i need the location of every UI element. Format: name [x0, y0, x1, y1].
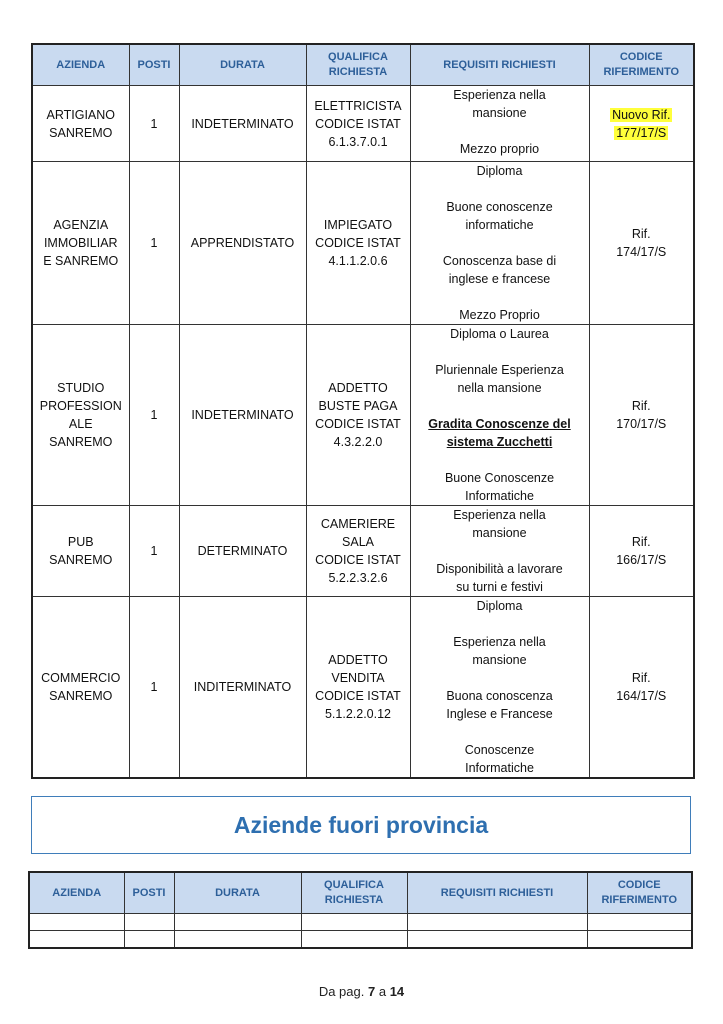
cell-posti: 1 [129, 506, 179, 597]
cell-posti: 1 [129, 325, 179, 506]
cell-codice [589, 597, 694, 779]
cell-requisiti [410, 506, 589, 597]
cell-durata: INDETERMINATO [179, 325, 306, 506]
table-row [32, 162, 694, 325]
header-codice-l1: CODICE [619, 51, 663, 63]
requisito-line: Buone conoscenze [446, 200, 553, 214]
header-azienda: AZIENDA [32, 44, 129, 86]
requisito-line: mansione [472, 653, 527, 667]
cell-azienda-line: SANREMO [49, 689, 113, 703]
table-row [32, 86, 694, 162]
cell-codice-line: 166/17/S [616, 553, 667, 567]
header-posti: POSTI [129, 44, 179, 86]
header-durata: DURATA [174, 872, 301, 914]
header-codice-l1: CODICE [617, 879, 661, 891]
table-row [32, 597, 694, 779]
cell-durata: APPRENDISTATO [179, 162, 306, 325]
requisito-line: Esperienza nella [453, 635, 546, 649]
cell-durata: INDETERMINATO [179, 86, 306, 162]
table-row [32, 506, 694, 597]
cell-qualifica-line: BUSTE PAGA [318, 399, 398, 413]
cell-posti: 1 [129, 86, 179, 162]
cell-codice [589, 162, 694, 325]
header-codice-l2: RIFERIMENTO [603, 66, 680, 78]
cell-azienda-line: ARTIGIANO [46, 107, 116, 122]
cell-durata: DETERMINATO [179, 506, 306, 597]
cell-posti: 1 [129, 162, 179, 325]
requisito-line: Conoscenze [464, 743, 535, 757]
requisito-line: inglese e francese [448, 272, 551, 286]
cell-azienda-line: STUDIO [57, 381, 105, 395]
cell-azienda-line: AGENZIA [53, 218, 109, 232]
cell-azienda [32, 325, 129, 506]
requisito-line: sistema Zucchetti [446, 435, 553, 449]
cell-qualifica-line: ADDETTO [328, 381, 388, 395]
cell-azienda-line: SANREMO [49, 553, 113, 567]
cell-codice-line: 164/17/S [616, 689, 667, 703]
header-requisiti: REQUISITI RICHIESTI [407, 872, 587, 914]
cell-qualifica [306, 86, 410, 162]
header-qualifica-l2: RICHIESTA [328, 66, 388, 78]
header-qualifica-l2: RICHIESTA [324, 894, 384, 906]
cell-qualifica-line: 4.3.2.2.0 [333, 435, 383, 449]
requisito-line: Esperienza nella [453, 88, 546, 102]
requisito-line: Buona conoscenza [446, 689, 553, 703]
requisito-line: Diploma [476, 599, 523, 613]
requisito-line: Diploma [476, 164, 523, 178]
cell-qualifica-line: 6.1.3.7.0.1 [328, 134, 388, 149]
requisito-line: Pluriennale Esperienza [435, 363, 564, 377]
header-requisiti: REQUISITI RICHIESTI [410, 44, 589, 86]
page-footer [0, 984, 723, 999]
cell-qualifica-line: CODICE ISTAT [315, 417, 401, 431]
cell-codice-line: 177/17/S [616, 125, 667, 140]
cell-qualifica-line: 4.1.1.2.0.6 [328, 254, 388, 268]
cell-azienda-line: IMMOBILIAR [43, 236, 118, 250]
cell-qualifica-line: 5.2.2.3.2.6 [328, 571, 388, 585]
cell-azienda-line: E SANREMO [43, 254, 119, 268]
cell-qualifica-line: SALA [342, 535, 374, 549]
requisito-line: Inglese e Francese [446, 707, 553, 721]
cell-requisiti [410, 597, 589, 779]
cell-posti: 1 [129, 597, 179, 779]
cell-codice-line: Rif. [631, 671, 651, 685]
cell-codice [589, 506, 694, 597]
footer-prefix: Da pag. [318, 984, 368, 999]
header-codice [587, 872, 692, 914]
header-posti: POSTI [124, 872, 174, 914]
requisito-line: Informatiche [465, 761, 534, 775]
cell-azienda [32, 86, 129, 162]
cell-qualifica [306, 162, 410, 325]
cell-durata: INDITERMINATO [179, 597, 306, 779]
cell-azienda-line: SANREMO [49, 125, 113, 140]
cell-qualifica-line: IMPIEGATO [323, 218, 393, 232]
empty-row [29, 931, 692, 949]
header-durata: DURATA [179, 44, 306, 86]
cell-azienda-line: COMMERCIO [41, 671, 121, 685]
cell-azienda-line: PUB [67, 535, 94, 549]
requisito-line: Diploma o Laurea [450, 327, 549, 341]
job-offers-table [31, 43, 695, 779]
cell-codice-line: Nuovo Rif. [612, 107, 671, 122]
cell-qualifica-line: CAMERIERE [320, 517, 396, 531]
cell-azienda-line: PROFESSION [39, 399, 122, 413]
empty-row [29, 914, 692, 931]
footer-sep: a [375, 984, 390, 999]
requisito-line: mansione [472, 106, 527, 120]
requisito-line: Buone Conoscenze [444, 471, 555, 485]
requisito-line: informatiche [465, 218, 534, 232]
requisito-line: mansione [472, 526, 527, 540]
header-qualifica [301, 872, 407, 914]
table-row [32, 325, 694, 506]
cell-codice-line: Rif. [631, 399, 651, 413]
cell-azienda [32, 597, 129, 779]
header-row [29, 872, 692, 914]
requisito-line: su turni e festivi [456, 580, 543, 594]
cell-codice-line: Rif. [631, 535, 651, 549]
cell-azienda-line: ALE [68, 417, 93, 431]
requisito-line: Esperienza nella [453, 508, 546, 522]
header-codice [589, 44, 694, 86]
cell-qualifica-line: ELETTRICISTA [314, 98, 402, 113]
requisito-line: Mezzo Proprio [459, 308, 540, 322]
header-qualifica-l1: QUALIFICA [324, 879, 384, 891]
cell-codice-line: 170/17/S [616, 417, 667, 431]
header-qualifica [306, 44, 410, 86]
cell-qualifica-line: ADDETTO [328, 653, 388, 667]
cell-codice-line: Rif. [631, 227, 651, 241]
requisito-line: Gradita Conoscenze del [428, 417, 571, 431]
header-codice-l2: RIFERIMENTO [601, 894, 678, 906]
cell-azienda-line: SANREMO [49, 435, 113, 449]
out-of-province-table [28, 871, 693, 949]
cell-requisiti [410, 162, 589, 325]
header-row [32, 44, 694, 86]
cell-qualifica [306, 325, 410, 506]
cell-azienda [32, 506, 129, 597]
section-banner: Aziende fuori provincia [31, 796, 691, 854]
cell-qualifica-line: CODICE ISTAT [315, 116, 401, 131]
requisito-line: Informatiche [465, 489, 534, 503]
footer-total: 14 [389, 984, 405, 999]
cell-qualifica [306, 597, 410, 779]
cell-qualifica-line: CODICE ISTAT [315, 236, 401, 250]
requisito-line: Conoscenza base di [442, 254, 557, 268]
cell-requisiti [410, 86, 589, 162]
requisito-line: Disponibilità a lavorare [436, 562, 563, 576]
cell-qualifica-line: VENDITA [331, 671, 385, 685]
cell-requisiti [410, 325, 589, 506]
cell-qualifica [306, 506, 410, 597]
cell-codice [589, 86, 694, 162]
cell-qualifica-line: 5.1.2.2.0.12 [324, 707, 392, 721]
cell-qualifica-line: CODICE ISTAT [315, 689, 401, 703]
requisito-line: Mezzo proprio [459, 142, 540, 156]
header-qualifica-l1: QUALIFICA [328, 51, 388, 63]
cell-azienda [32, 162, 129, 325]
cell-codice [589, 325, 694, 506]
cell-codice-line: 174/17/S [616, 245, 667, 259]
cell-qualifica-line: CODICE ISTAT [315, 553, 401, 567]
requisito-line: nella mansione [457, 381, 542, 395]
footer-page: 7 [367, 984, 376, 999]
header-azienda: AZIENDA [29, 872, 124, 914]
